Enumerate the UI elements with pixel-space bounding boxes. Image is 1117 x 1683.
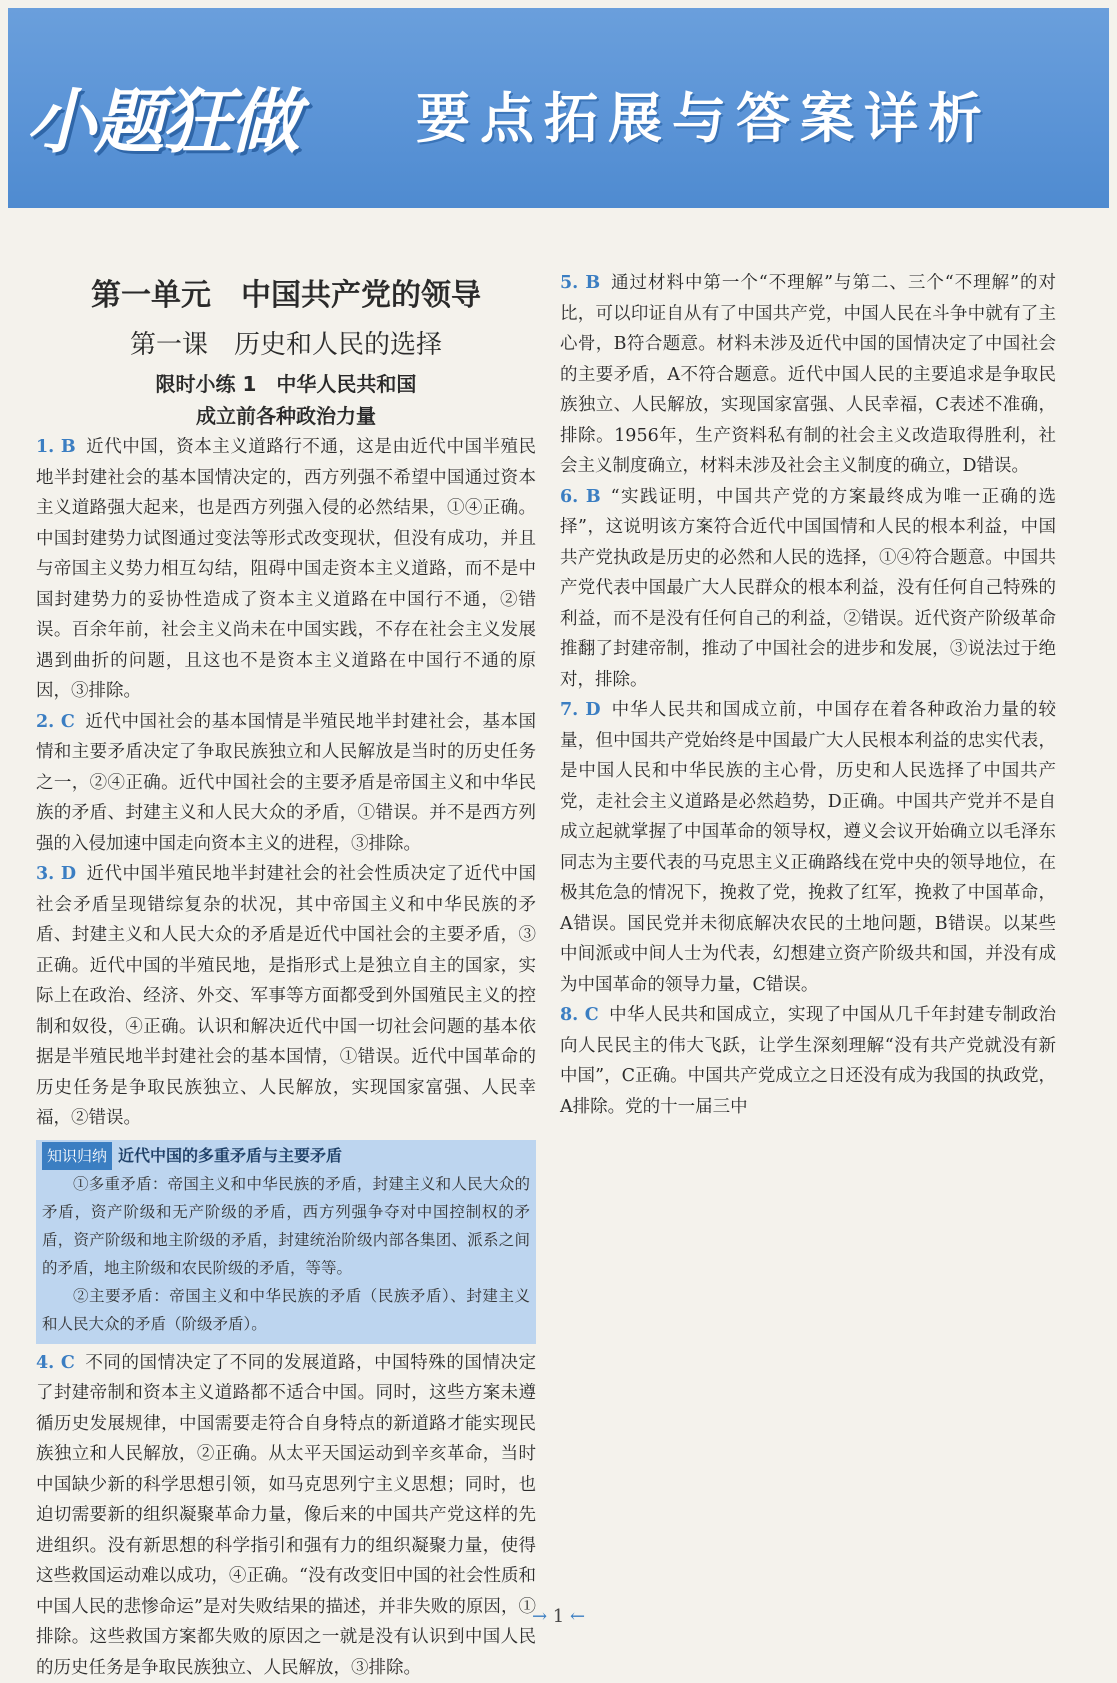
knowledge-tag: 知识归纳 bbox=[42, 1142, 112, 1170]
answer-item bbox=[560, 1000, 1056, 1122]
answer-text: 中华人民共和国成立前，中国存在着各种政治力量的较量，但中国共产党始终是中国最广大人民根本利益的忠实代表，是中国人民和中华民族的主心骨，历史和人民选择了中国共产党，走社会主义道路是必然趋势，D正确。中国共产党并不是自成立起就掌握了中国革命的领导权，遵义会议开始确立以毛泽东同志为主要代表的马克思主义正确路线在党中央的领导地位，在极其危急的情况下，挽救了党，挽救了红军，挽救了中国革命，A错误。国民党并未彻底解决农民的土地问题，B错误。以某些中间派或中间人士为代表，幻想建立资产阶级共和国，并没有成为中国革命的领导力量，C错误。 bbox=[560, 700, 1056, 995]
header-banner bbox=[8, 8, 1109, 208]
practice-title-line2: 成立前各种政治力量 bbox=[36, 400, 536, 432]
answer-item bbox=[36, 707, 536, 860]
answer-text: 近代中国半殖民地半封建社会的社会性质决定了近代中国社会矛盾呈现错综复杂的状况，其中帝国主义和中华民族的矛盾、封建主义和人民大众的矛盾是近代中国社会的主要矛盾，③正确。近代中国的半殖民地，是指形式上是独立自主的国家，实际上在政治、经济、外交、军事等方面都受到外国殖民主义的控制和奴役，④正确。认识和解决近代中国一切社会问题的基本依据是半殖民地半封建社会的基本国情，①错误。近代中国革命的历史任务是争取民族独立、人民解放，实现国家富强、人民幸福，②错误。 bbox=[36, 864, 536, 1128]
practice-title-line1: 限时小练 1 中华人民共和国 bbox=[36, 368, 536, 400]
knowledge-paragraph-1: ①多重矛盾：帝国主义和中华民族的矛盾，封建主义和人民大众的矛盾，资产阶级和无产阶级的矛盾，西方列强争夺对中国控制权的矛盾，资产阶级和地主阶级的矛盾，封建统治阶级内部各集团、派系之间的矛盾，地主阶级和农民阶级的矛盾，等等。 bbox=[42, 1170, 530, 1282]
answer-number: 2. C bbox=[36, 712, 75, 732]
brand-logo: 小题狂做 bbox=[26, 66, 298, 167]
answer-item bbox=[560, 482, 1056, 696]
answer-number: 3. D bbox=[36, 864, 76, 884]
answer-item bbox=[560, 695, 1056, 1000]
answer-number: 1. B bbox=[36, 437, 76, 457]
answer-text: 中华人民共和国成立，实现了中国从几千年封建专制政治向人民民主的伟大飞跃，让学生深刻理解“没有共产党就没有新中国”，C正确。中国共产党成立之日还没有成为我国的执政党，A排除。党的十一届三中 bbox=[560, 1005, 1056, 1117]
answer-item bbox=[36, 432, 536, 707]
knowledge-title: 近代中国的多重矛盾与主要矛盾 bbox=[118, 1146, 342, 1165]
answer-item bbox=[36, 859, 536, 1134]
answer-number: 5. B bbox=[560, 273, 600, 293]
answer-text: 近代中国社会的基本国情是半殖民地半封建社会，基本国情和主要矛盾决定了争取民族独立和人民解放是当时的历史任务之一，②④正确。近代中国社会的主要矛盾是帝国主义和中华民族的矛盾、封建主义和人民大众的矛盾，①错误。并不是西方列强的入侵加速中国走向资本主义的进程，③排除。 bbox=[36, 712, 536, 854]
answer-number: 6. B bbox=[560, 487, 601, 507]
right-column bbox=[560, 268, 1056, 1122]
page-number: → 1 ← bbox=[0, 1606, 1117, 1627]
answer-text: 近代中国，资本主义道路行不通，这是由近代中国半殖民地半封建社会的基本国情决定的，西方列强不希望中国通过资本主义道路强大起来，也是西方列强入侵的必然结果，①④正确。中国封建势力试图通过变法等形式改变现状，但没有成功，并且与帝国主义势力相互勾结，阻碍中国走资本主义道路，而不是中国封建势力的妥协性造成了资本主义道路在中国行不通，②错误。百余年前，社会主义尚未在中国实践，不存在社会主义发展遇到曲折的问题，且这也不是资本主义道路在中国行不通的原因，③排除。 bbox=[36, 437, 536, 701]
answer-number: 7. D bbox=[560, 700, 601, 720]
unit-title: 第一单元 中国共产党的领导 bbox=[36, 270, 536, 322]
answer-item bbox=[560, 268, 1056, 482]
answer-number: 8. C bbox=[560, 1005, 599, 1025]
left-column bbox=[36, 268, 536, 1683]
knowledge-paragraph-2: ②主要矛盾：帝国主义和中华民族的矛盾（民族矛盾）、封建主义和人民大众的矛盾（阶级矛盾）。 bbox=[42, 1282, 530, 1338]
answer-text: 不同的国情决定了不同的发展道路，中国特殊的国情决定了封建帝制和资本主义道路都不适合中国。同时，这些方案未遵循历史发展规律，中国需要走符合自身特点的新道路才能实现民族独立和人民解放，②正确。从太平天国运动到辛亥革命，当时中国缺少新的科学思想引领，如马克思列宁主义思想；同时，也迫切需要新的组织凝聚革命力量，像后来的中国共产党这样的先进组织。没有新思想的科学指引和强有力的组织凝聚力量，使得这些救国运动难以成功，④正确。“没有改变旧中国的社会性质和中国人民的悲惨命运”是对失败结果的描述，并非失败的原因，①排除。这些救国方案都失败的原因之一就是没有认识到中国人民的历史任务是争取民族独立、人民解放，③排除。 bbox=[36, 1353, 536, 1678]
answer-item bbox=[36, 1348, 536, 1683]
answer-text: 通过材料中第一个“不理解”与第二、三个“不理解”的对比，可以印证自从有了中国共产党，中国人民在斗争中就有了主心骨，B符合题意。材料未涉及近代中国的国情决定了中国社会的主要矛盾，A不符合题意。近代中国人民的主要追求是争取民族独立、人民解放，实现国家富强、人民幸福，C表述不准确，排除。1956年，生产资料私有制的社会主义改造取得胜利，社会主义制度确立，材料未涉及社会主义制度的确立，D错误。 bbox=[560, 273, 1056, 476]
banner-title: 要点拓展与答案详析 bbox=[416, 76, 992, 153]
answer-text: “实践证明，中国共产党的方案最终成为唯一正确的选择”，这说明该方案符合近代中国国情和人民的根本利益，中国共产党执政是历史的必然和人民的选择，①④符合题意。中国共产党代表中国最广大人民群众的根本利益，没有任何自己特殊的利益，而不是没有任何自己的利益，②错误。近代资产阶级革命推翻了封建帝制，推动了中国社会的进步和发展，③说法过于绝对，排除。 bbox=[560, 487, 1056, 690]
lesson-title: 第一课 历史和人民的选择 bbox=[36, 322, 536, 368]
answer-number: 4. C bbox=[36, 1353, 75, 1373]
knowledge-summary-box bbox=[36, 1140, 536, 1344]
